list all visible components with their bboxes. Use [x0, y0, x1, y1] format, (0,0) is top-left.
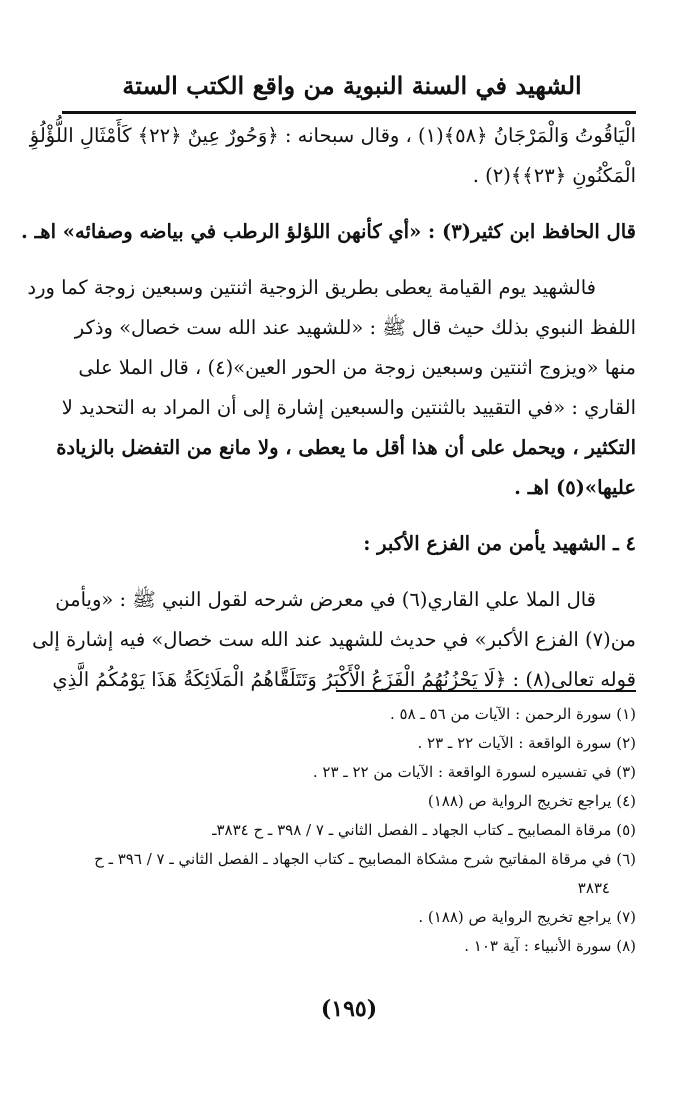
footnote: (٧) يراجع تخريج الرواية ص (١٨٨) . — [418, 908, 636, 926]
running-header: الشهيد في السنة النبوية من واقع الكتب الستة — [122, 71, 582, 100]
footnote: (١) سورة الرحمن : الآيات من ٥٦ ـ ٥٨ . — [389, 705, 636, 723]
header-divider — [62, 111, 636, 114]
paragraph-gap — [62, 564, 636, 580]
text-line: الْيَاقُوتُ وَالْمَرْجَانُ ﴿٥٨﴾(١) ، وقال سبحانه : ﴿وَحُورٌ عِينٌ ﴿٢٢﴾ كَأَمْثَالِ اللُّؤْلُؤِ — [29, 124, 636, 147]
text-line: الْمَكْنُونِ ﴿٢٣﴾﴾(٢) . — [472, 164, 636, 187]
paragraph-gap — [62, 508, 636, 524]
paragraph-gap — [62, 252, 636, 268]
text-line: عليها»(٥) اهـ . — [514, 476, 636, 499]
main-text — [21, 116, 636, 700]
text-line: قوله تعالى(٨) : ﴿لَا يَحْزُنُهُمُ الْفَزَعُ الْأَكْبَرُ وَتَتَلَقَّاهُمُ الْمَلَائِكَةُ هَذَا يَوْمُكُمُ الَّذِي — [52, 668, 636, 691]
footnote: (٤) يراجع تخريج الرواية ص (١٨٨) — [427, 792, 636, 810]
footnote: ٣٨٣٤ — [577, 879, 610, 897]
paragraph-gap — [62, 196, 636, 212]
page-number: (١٩٥) — [320, 996, 378, 1022]
text-line: قال الملا علي القاري(٦) في معرض شرحه لقول النبي ﷺ : «ويأمن — [55, 588, 596, 611]
text-line: التكثير ، ويحمل على أن هذا أقل ما يعطى ، ولا مانع من التفضل بالزيادة — [56, 436, 636, 459]
footnotes — [62, 700, 636, 961]
text-line: فالشهيد يوم القيامة يعطى بطريق الزوجية اثنتين وسبعين زوجة كما ورد — [27, 276, 596, 299]
footnote: (٥) مرقاة المصابيح ـ كتاب الجهاد ـ الفصل الثاني ـ ٧ / ٣٩٨ ـ ح ٣٨٣٤ـ — [212, 821, 636, 839]
text-line: ٤ ـ الشهيد يأمن من الفزع الأكبر : — [363, 532, 636, 555]
footnote: (٦) في مرقاة المفاتيح شرح مشكاة المصابيح ـ كتاب الجهاد ـ الفصل الثاني ـ ٧ / ٣٩٦ ـ ح — [94, 850, 636, 868]
footnote-divider — [336, 690, 636, 692]
text-line: اللفظ النبوي بذلك حيث قال ﷺ : «للشهيد عند الله ست خصال» وذكر — [74, 316, 636, 339]
text-line: منها «ويزوج اثنتين وسبعين زوجة من الحور العين»(٤) ، قال الملا على — [78, 356, 636, 379]
text-line: قال الحافظ ابن كثير(٣) : «أي كأنهن اللؤلؤ الرطب في بياضه وصفائه» اهـ . — [21, 220, 636, 243]
footnote: (٨) سورة الأنبياء : آية ١٠٣ . — [464, 937, 636, 955]
footnote: (٢) سورة الواقعة : الآيات ٢٢ ـ ٢٣ . — [417, 734, 636, 752]
text-line: من(٧) الفزع الأكبر» في حديث للشهيد عند الله ست خصال» فيه إشارة إلى — [32, 628, 636, 651]
footnote: (٣) في تفسيره لسورة الواقعة : الآيات من ٢٢ ـ ٢٣ . — [312, 763, 636, 781]
text-line: القاري : «في التقييد بالثنتين والسبعين إشارة إلى أن المراد به التحديد لا — [61, 396, 636, 419]
